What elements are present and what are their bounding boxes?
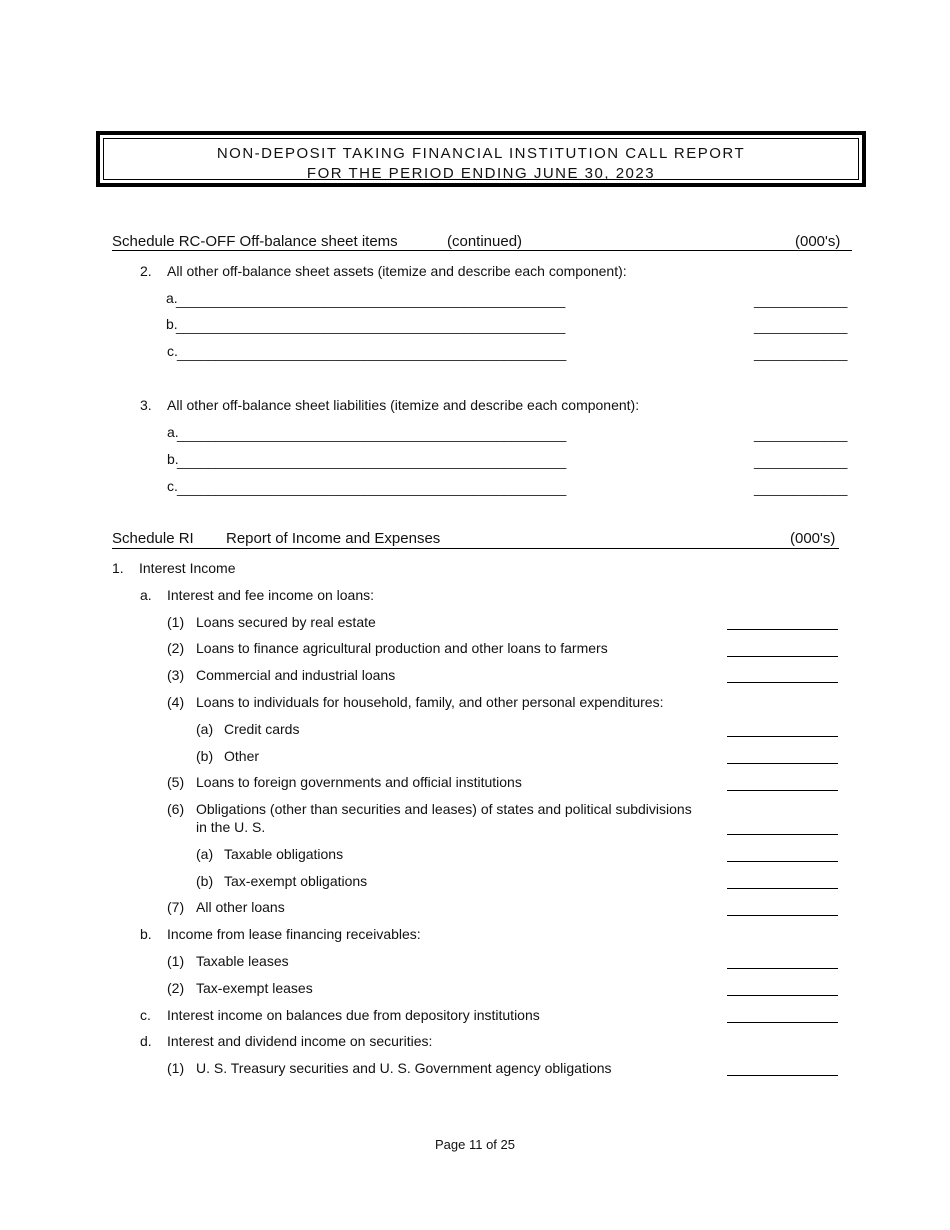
ri-1a4b-label: Other [224,748,260,764]
ri-1a6a-number: (a) [196,846,214,862]
rcoff-item2-text: All other off-balance sheet assets (itemize and describe each component): [167,263,627,279]
rcoff-item2-line-a-label: a. [166,290,178,306]
ri-1d-number: d. [140,1033,152,1049]
ri-1d-label: Interest and dividend income on securities: [167,1033,433,1049]
report-title-box [96,131,866,187]
rcoff-heading: Schedule RC-OFF Off-balance sheet items [112,233,398,250]
rcoff-item3-line-c-amount[interactable]: ____________ [754,480,848,496]
rcoff-item2-line-c-label: c. [167,343,178,359]
ri-1a7-amount-field[interactable] [727,915,838,916]
rcoff-item3-line-c-label: c. [167,478,178,494]
ri-1a4-label: Loans to individuals for household, family, and other personal expenditures: [196,694,664,710]
report-title-line1: NON-DEPOSIT TAKING FINANCIAL INSTITUTION CALL REPORT [216,145,746,162]
rcoff-item3-line-a-amount[interactable]: ____________ [754,426,848,442]
ri-1d1-label: U. S. Treasury securities and U. S. Government agency obligations [196,1060,612,1076]
ri-1b2-label: Tax-exempt leases [196,980,313,996]
ri-title: Report of Income and Expenses [226,530,441,547]
ri-1a4a-amount-field[interactable] [727,736,838,737]
ri-1a7-number: (7) [167,899,185,915]
ri-1a6b-label: Tax-exempt obligations [224,873,368,889]
ri-1a3-label: Commercial and industrial loans [196,667,396,683]
ri-1b1-number: (1) [167,953,185,969]
ri-1a2-label: Loans to finance agricultural production and other loans to farmers [196,640,608,656]
report-title-inner [103,138,859,180]
ri-units: (000's) [790,530,836,547]
rcoff-item2-line-b-label: b. [166,316,178,332]
ri-1d1-number: (1) [167,1060,185,1076]
ri-1a6b-number: (b) [196,873,214,889]
ri-1-label: Interest Income [139,560,236,576]
report-title-line2: FOR THE PERIOD ENDING JUNE 30, 2023 [306,165,656,182]
rcoff-item3-number: 3. [140,397,152,413]
rcoff-item2-number: 2. [140,263,152,279]
ri-1a5-amount-field[interactable] [727,790,838,791]
ri-1a6-amount-field[interactable] [727,834,838,835]
ri-heading: Schedule RI [112,530,194,547]
ri-1a6a-amount-field[interactable] [727,861,838,862]
ri-heading-rule [112,548,839,549]
ri-1a1-amount-field[interactable] [727,629,838,630]
rcoff-item2-line-a-amount[interactable]: ____________ [754,292,848,308]
ri-1b-label: Income from lease financing receivables: [167,926,421,942]
ri-1a6b-amount-field[interactable] [727,888,838,889]
rcoff-item3-line-a-description[interactable]: __________________________________________________ [177,426,567,442]
ri-1a3-number: (3) [167,667,185,683]
rcoff-heading-rule [112,250,852,251]
ri-1a6-label-line1: Obligations (other than securities and leases) of states and political subdivisions [196,801,692,817]
ri-1a3-amount-field[interactable] [727,682,838,683]
ri-1-number: 1. [112,560,124,576]
rcoff-item3-line-b-amount[interactable]: ____________ [754,453,848,469]
ri-1a6a-label: Taxable obligations [224,846,344,862]
ri-1b1-amount-field[interactable] [727,968,838,969]
rcoff-item2-line-a-description[interactable]: __________________________________________________ [176,292,566,308]
ri-1a2-number: (2) [167,640,185,656]
rcoff-item3-line-c-description[interactable]: __________________________________________________ [177,480,567,496]
rcoff-item2-line-c-amount[interactable]: ____________ [754,345,848,361]
rcoff-item2-line-b-amount[interactable]: ____________ [754,318,848,334]
ri-1a4a-number: (a) [196,721,214,737]
ri-1a7-label: All other loans [196,899,285,915]
ri-1a2-amount-field[interactable] [727,656,838,657]
rcoff-units: (000's) [795,233,841,250]
ri-1a4a-label: Credit cards [224,721,300,737]
ri-1c-number: c. [140,1007,151,1023]
page-number: Page 11 of 25 [435,1137,515,1152]
rcoff-item3-line-b-label: b. [167,451,179,467]
ri-1b1-label: Taxable leases [196,953,289,969]
rcoff-item2-line-c-description[interactable]: __________________________________________________ [177,345,567,361]
ri-1b-number: b. [140,926,152,942]
rcoff-continued: (continued) [447,233,523,250]
ri-1a4b-number: (b) [196,748,214,764]
rcoff-item3-line-a-label: a. [167,424,179,440]
rcoff-item2-line-b-description[interactable]: __________________________________________________ [176,318,566,334]
ri-1b2-amount-field[interactable] [727,995,838,996]
ri-1d1-amount-field[interactable] [727,1075,838,1076]
rcoff-item3-line-b-description[interactable]: __________________________________________________ [177,453,567,469]
ri-1a-label: Interest and fee income on loans: [167,587,375,603]
ri-1c-amount-field[interactable] [727,1022,838,1023]
ri-1a-number: a. [140,587,152,603]
rcoff-item3-text: All other off-balance sheet liabilities (itemize and describe each component): [167,397,640,413]
ri-1a4-number: (4) [167,694,185,710]
ri-1c-label: Interest income on balances due from depository institutions [167,1007,540,1023]
ri-1a4b-amount-field[interactable] [727,763,838,764]
ri-1a5-label: Loans to foreign governments and official institutions [196,774,522,790]
ri-1a6-number: (6) [167,801,185,817]
ri-1a6-label-line2: in the U. S. [196,819,266,835]
ri-1a5-number: (5) [167,774,185,790]
ri-1a1-number: (1) [167,614,185,630]
ri-1a1-label: Loans secured by real estate [196,614,376,630]
ri-1b2-number: (2) [167,980,185,996]
